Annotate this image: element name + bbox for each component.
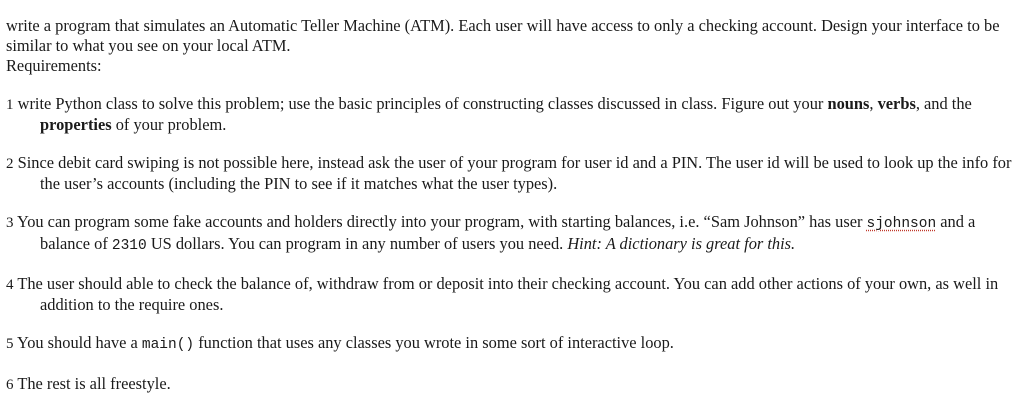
code-balance: 2310	[111, 238, 147, 254]
item-number: 4	[6, 277, 14, 293]
requirement-item-3	[6, 212, 1018, 256]
item-text: function that uses any classes you wrote in some sort of interactive loop.	[194, 333, 674, 352]
item-text: write Python class to solve this problem; use the basic principles of constructing classes discussed in class. Figure out your	[17, 94, 828, 113]
item-number: 5	[6, 336, 14, 352]
item-text: US dollars. You can program in any number of users you need.	[146, 234, 568, 253]
item-text: ,	[869, 94, 878, 113]
bold-term-verbs: verbs	[877, 94, 916, 113]
item-text: , and the	[915, 94, 972, 113]
item-text: The rest is all freestyle.	[17, 374, 171, 393]
requirement-item-2	[6, 153, 1018, 194]
requirement-item-1	[6, 94, 1018, 135]
item-text: You can program some fake accounts and holders directly into your program, with starting balances, i.e. “Sam Johnson” has user	[17, 212, 867, 231]
item-text: of your problem.	[111, 115, 227, 134]
requirements-label: Requirements:	[6, 56, 102, 75]
bold-term-nouns: nouns	[827, 94, 870, 113]
item-text: You should have a	[17, 333, 142, 352]
item-number: 3	[6, 215, 14, 231]
item-text: and a balance of	[40, 212, 976, 253]
item-number: 6	[6, 377, 14, 393]
intro-section	[6, 16, 1018, 76]
item-text: Since debit card swiping is not possible here, instead ask the user of your program for user id and a PIN. The user id will be used to look up the info for the user’s accounts (including the PIN to see if it matches what the user types).	[17, 153, 1012, 193]
requirement-item-4	[6, 274, 1018, 315]
requirement-item-6	[6, 374, 1018, 395]
item-number: 1	[6, 97, 14, 113]
item-number: 2	[6, 156, 14, 172]
bold-term-properties: properties	[40, 115, 112, 134]
code-username: sjohnson	[866, 216, 937, 232]
hint-text: Hint: A dictionary is great for this.	[567, 234, 796, 253]
item-text: The user should able to check the balance of, withdraw from or deposit into their checking account. You can add other actions of your own, as well in addition to the require ones.	[17, 274, 999, 314]
intro-paragraph: write a program that simulates an Automatic Teller Machine (ATM). Each user will have access to only a checking account. Design your interface to be similar to what you see on your local ATM.	[6, 16, 1000, 55]
code-main-function: main()	[141, 337, 195, 353]
requirement-item-5	[6, 333, 1018, 355]
